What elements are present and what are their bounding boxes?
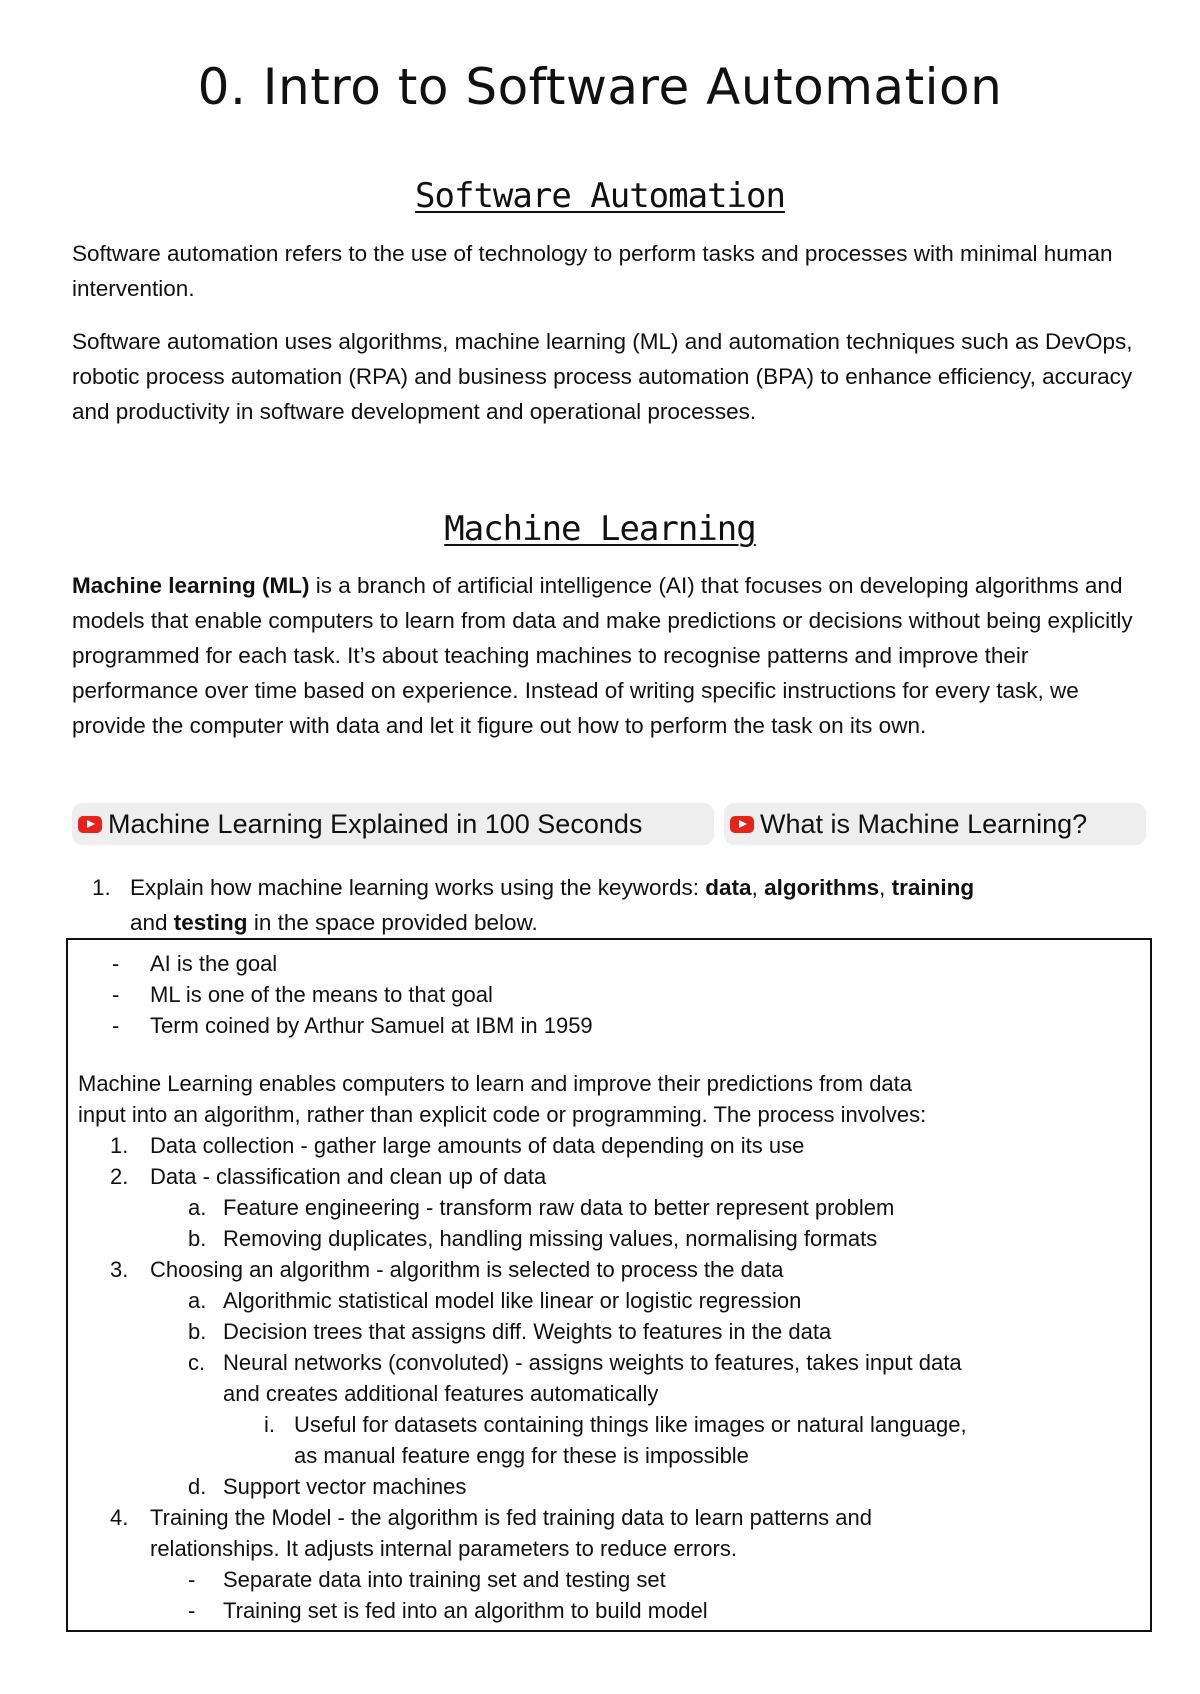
list-item: Feature engineering - transform raw data to better represent problem <box>223 1195 895 1220</box>
list-item-continuation: as manual feature engg for these is impossible <box>294 1443 749 1468</box>
list-marker: a. <box>188 1288 207 1313</box>
question-text <box>130 870 1152 940</box>
paragraph-ml-definition <box>72 568 1152 743</box>
list-marker: b. <box>188 1319 207 1344</box>
paragraph-techniques: Software automation uses algorithms, machine learning (ML) and automation techniques such as DevOps, robotic process automation (RPA) and business process automation (BPA) to enhance efficiency, accuracy and productivity in software development and operational processes. <box>72 329 1133 424</box>
list-item-continuation: and creates additional features automatically <box>223 1381 659 1406</box>
section-heading-machine-learning: Machine Learning <box>444 509 756 549</box>
list-marker: a. <box>188 1195 207 1220</box>
bullet-dash: - <box>112 951 120 976</box>
bullet-item: AI is the goal <box>150 951 278 976</box>
list-item: Neural networks (convoluted) - assigns weights to features, takes input data <box>223 1350 962 1375</box>
question-1 <box>92 870 1152 940</box>
answer-box[interactable] <box>66 938 1152 1632</box>
list-item: Support vector machines <box>223 1474 467 1499</box>
video-link-label: What is Machine Learning? <box>760 808 1088 839</box>
answer-intro-line: input into an algorithm, rather than explicit code or programming. The process involves: <box>78 1102 927 1127</box>
list-item: Training set is fed into an algorithm to build model <box>223 1598 708 1623</box>
answer-intro-line: Machine Learning enables computers to learn and improve their predictions from data <box>78 1071 913 1096</box>
list-item: Data collection - gather large amounts of data depending on its use <box>150 1133 805 1158</box>
keyword-testing: testing <box>173 910 248 935</box>
video-links <box>72 803 1152 847</box>
list-item: Removing duplicates, handling missing values, normalising formats <box>223 1226 878 1251</box>
list-item: Useful for datasets containing things like images or natural language, <box>294 1412 967 1437</box>
keyword-training: training <box>891 875 975 900</box>
page-title: 0. Intro to Software Automation <box>197 58 1003 116</box>
bullet-item: Term coined by Arthur Samuel at IBM in 1959 <box>150 1013 593 1038</box>
list-marker: - <box>188 1567 196 1592</box>
video-link-what-is-ml[interactable] <box>724 803 1146 845</box>
section-heading-software-automation: Software Automation <box>415 176 785 216</box>
separator: , <box>751 875 765 900</box>
bullet-item: ML is one of the means to that goal <box>150 982 493 1007</box>
video-link-label: Machine Learning Explained in 100 Seconds <box>108 808 643 839</box>
list-item: Choosing an algorithm - algorithm is selected to process the data <box>150 1257 784 1282</box>
list-marker: - <box>188 1598 196 1623</box>
list-marker: i. <box>264 1412 275 1437</box>
list-marker: b. <box>188 1226 207 1251</box>
list-item-continuation: relationships. It adjusts internal parameters to reduce errors. <box>150 1536 737 1561</box>
list-item: Decision trees that assigns diff. Weights to features in the data <box>223 1319 832 1344</box>
question-prompt-end: in the space provided below. <box>247 910 538 935</box>
keyword-data: data <box>705 875 752 900</box>
bullet-dash: - <box>112 1013 120 1038</box>
list-marker: 1. <box>110 1133 129 1158</box>
keyword-algorithms: algorithms <box>764 875 880 900</box>
video-link-ml-100-seconds[interactable] <box>72 803 714 845</box>
separator: , <box>879 875 892 900</box>
ml-definition-text: is a branch of artificial intelligence (AI) that focuses on developing algorithms and models that enable computers to learn from data and make predictions or decisions without being explicitly programmed for each task. It’s about teaching machines to recognise patterns and improve their performance over time based on experience. Instead of writing specific instructions for every task, we provide the computer with data and let it figure out how to perform the task on its own. <box>72 573 1133 738</box>
list-marker: d. <box>188 1474 207 1499</box>
list-item: Algorithmic statistical model like linear or logistic regression <box>223 1288 802 1313</box>
list-item: Training the Model - the algorithm is fed training data to learn patterns and <box>150 1505 872 1530</box>
bullet-dash: - <box>112 982 120 1007</box>
list-marker: 2. <box>110 1164 129 1189</box>
youtube-icon <box>730 816 754 833</box>
list-item: Separate data into training set and testing set <box>223 1567 666 1592</box>
list-marker: c. <box>188 1350 206 1375</box>
youtube-icon <box>78 816 102 833</box>
ml-bold-term: Machine learning (ML) <box>72 573 310 598</box>
question-prompt: Explain how machine learning works using the keywords: <box>130 875 706 900</box>
question-number: 1. <box>92 875 111 900</box>
list-item: Data - classification and clean up of data <box>150 1164 547 1189</box>
list-marker: 4. <box>110 1505 129 1530</box>
paragraph-definition: Software automation refers to the use of technology to perform tasks and processes with minimal human intervention. <box>72 241 1113 301</box>
list-marker: 3. <box>110 1257 129 1282</box>
question-prompt-cont: and <box>130 910 174 935</box>
